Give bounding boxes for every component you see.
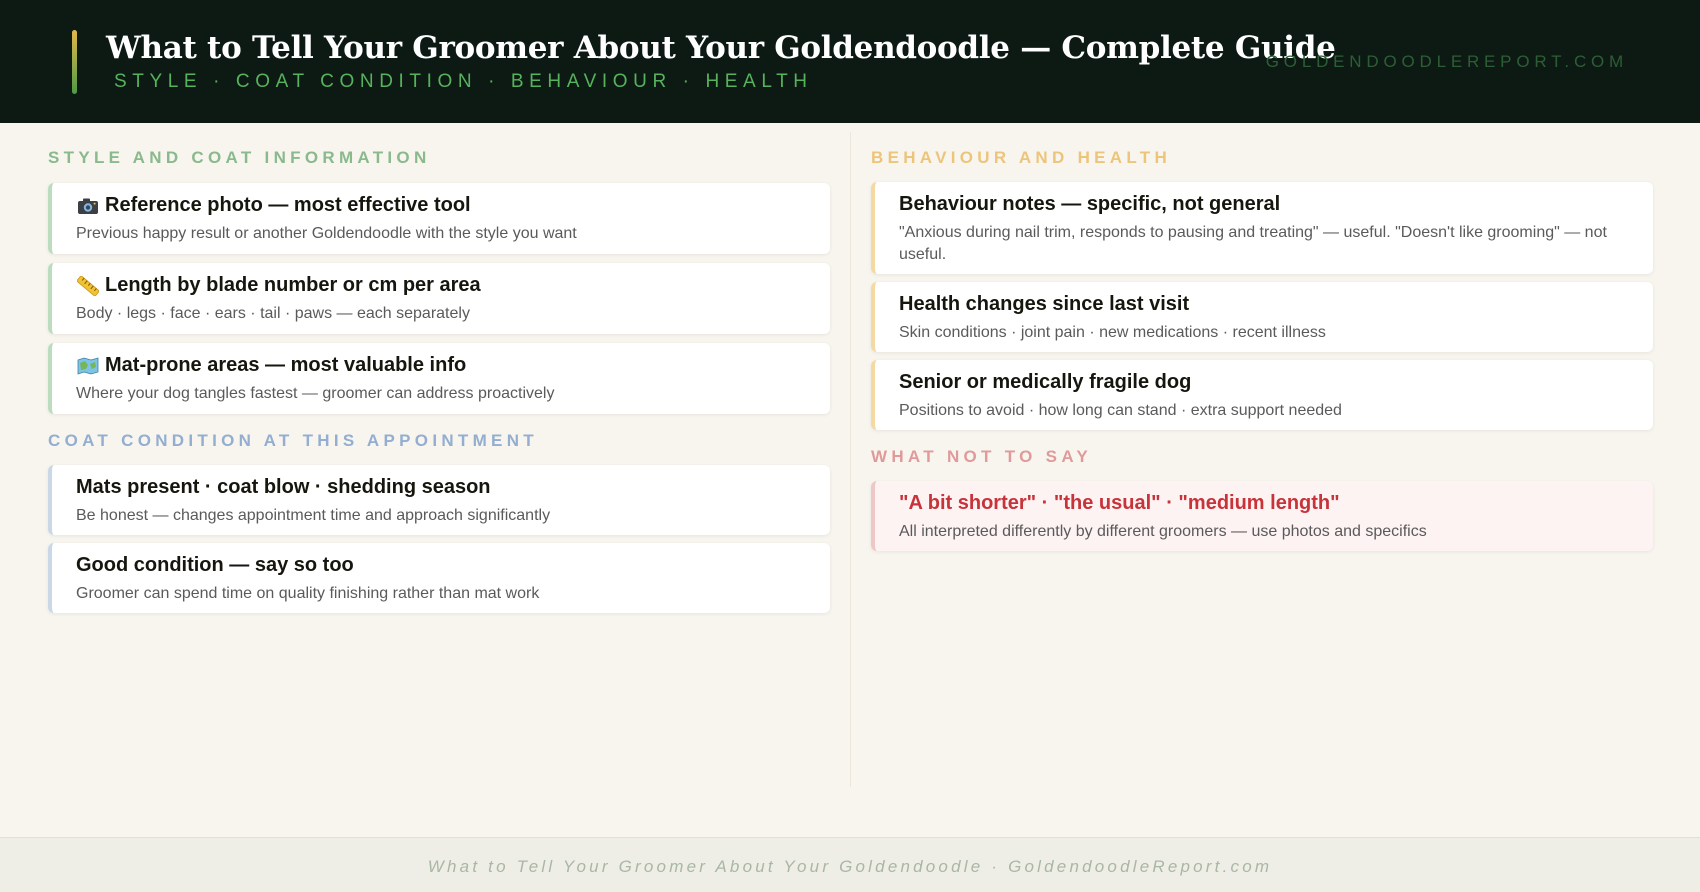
footer-text: What to Tell Your Groomer About Your Goldendoodle · GoldendoodleReport.com <box>427 857 1273 876</box>
page-footer <box>0 837 1700 892</box>
card-title-text: Reference photo — most effective tool <box>105 194 471 216</box>
section-heading-coat-condition: COAT CONDITION AT THIS APPOINTMENT <box>48 431 538 450</box>
card-title-text: Mats present · coat blow · shedding season <box>76 476 491 498</box>
card-title-text: Mat-prone areas — most valuable info <box>105 354 467 376</box>
card-title-text: "A bit shorter" · "the usual" · "medium length" <box>899 492 1340 514</box>
section-heading-behaviour: BEHAVIOUR AND HEALTH <box>871 148 1172 167</box>
card-description: Groomer can spend time on quality finishing rather than mat work <box>76 585 540 602</box>
column-divider <box>850 132 851 787</box>
card-description: Positions to avoid · how long can stand · extra support needed <box>899 402 1342 419</box>
card-description: Previous happy result or another Goldendoodle with the style you want <box>76 225 577 242</box>
card-description: Body · legs · face · ears · tail · paws — each separately <box>76 305 470 322</box>
card-health-changes <box>871 282 1653 352</box>
ruler-icon <box>76 275 100 297</box>
section-heading-what-not-to-say: WHAT NOT TO SAY <box>871 447 1092 466</box>
page-header <box>0 0 1700 123</box>
card-mats-present <box>48 465 830 535</box>
card-mat-prone <box>48 343 830 414</box>
card-vague-phrases <box>871 481 1653 551</box>
card-title-text: Good condition — say so too <box>76 554 354 576</box>
card-title-text: Senior or medically fragile dog <box>899 371 1192 393</box>
card-description: Where your dog tangles fastest — groomer can address proactively <box>76 385 555 402</box>
card-description: Be honest — changes appointment time and approach significantly <box>76 507 551 524</box>
card-title-text: Behaviour notes — specific, not general <box>899 193 1281 215</box>
page-title: What to Tell Your Groomer About Your Goldendoodle — Complete Guide <box>106 30 1336 66</box>
section-heading-style: STYLE AND COAT INFORMATION <box>48 148 431 167</box>
card-description: All interpreted differently by different groomers — use photos and specifics <box>899 523 1427 540</box>
header-accent-bar <box>72 30 77 94</box>
card-description: Skin conditions · joint pain · new medications · recent illness <box>899 324 1326 341</box>
card-length <box>48 263 830 334</box>
card-reference-photo <box>48 183 830 254</box>
map-icon <box>76 355 100 377</box>
card-title-text: Length by blade number or cm per area <box>105 274 481 296</box>
site-name: GOLDENDOODLEREPORT.COM <box>1265 52 1628 71</box>
card-behaviour-notes <box>871 182 1653 274</box>
page-subtitle: STYLE · COAT CONDITION · BEHAVIOUR · HEALTH <box>114 71 813 92</box>
card-title-text: Health changes since last visit <box>899 293 1190 315</box>
card-description: "Anxious during nail trim, responds to pausing and treating" — useful. "Doesn't like grooming" — not useful. <box>899 224 1607 263</box>
camera-icon <box>76 195 100 217</box>
card-good-condition <box>48 543 830 613</box>
card-senior-dog <box>871 360 1653 430</box>
